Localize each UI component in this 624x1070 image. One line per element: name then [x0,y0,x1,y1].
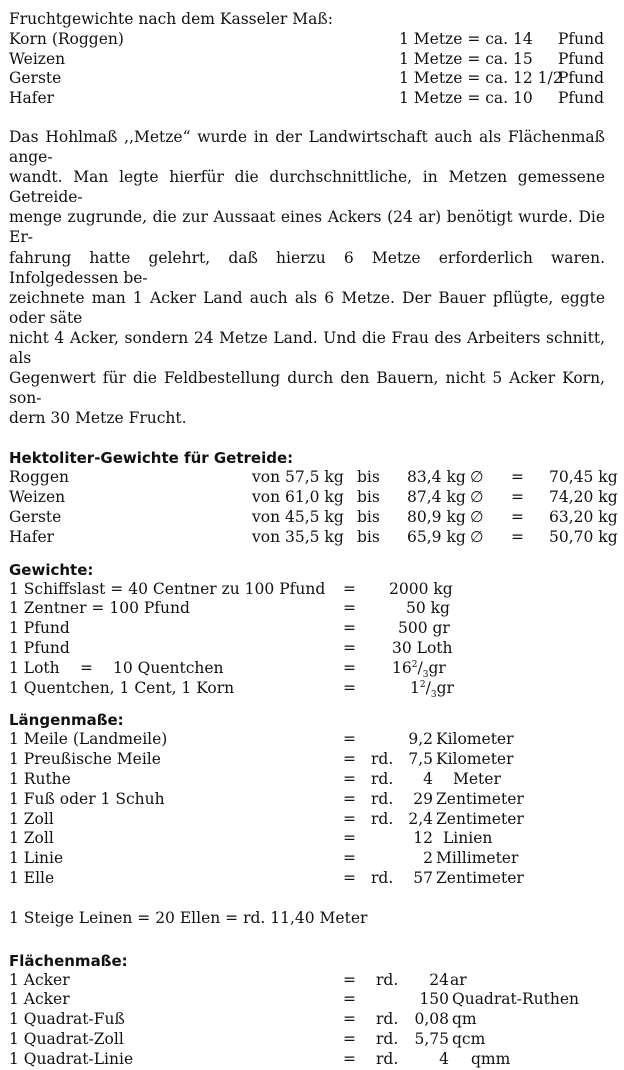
grain-measure: 1 Metze = ca. 15 [399,49,533,68]
grain-name: Roggen [9,468,70,487]
area-left: 1 Acker [9,970,70,989]
equals-sign: = [343,769,356,788]
grain-name: Weizen [9,488,66,507]
frucht-row [9,30,615,50]
equals-sign: = [343,1049,356,1068]
paragraph-line: dern 30 Metze Frucht. [9,409,187,428]
equals-sign: = [343,970,356,989]
approx-label: rd. [371,789,394,808]
length-number: 7,5 [408,750,433,769]
approx-label: rd. [376,1029,399,1048]
equals-sign: = [343,829,356,848]
equals-sign: = [511,468,524,487]
approx-label: rd. [376,1049,399,1068]
grain-name: Hafer [9,527,55,546]
equals-sign: = [343,1010,356,1029]
approx-label: rd. [371,809,394,828]
gewichte-row [9,580,615,600]
grain-measure: 1 Metze = ca. 12 1/2 [399,69,563,88]
paragraph-line: wandt. Man legte hierfür die durchschnittliche, in Metzen gemessene Getreide- [9,168,605,207]
paragraph-line: nicht 4 Acker, sondern 24 Metze Land. Und die Frau des Arbeiters schnitt, als [9,328,605,368]
equals-sign: = [511,507,524,526]
average-value: 70,45 kg [549,468,618,487]
frucht-row [9,89,615,109]
weight-mid: 10 Quentchen [113,658,224,677]
laengen-row [9,849,615,869]
hekto-row [9,488,618,508]
length-unit: Meter [453,769,501,788]
length-number: 4 [423,769,433,788]
equals-sign: = [343,990,356,1009]
weight-value: $1^2/_3gr$ [410,678,454,700]
paragraph-line: zeichnete man 1 Acker Land auch als 6 Metze. Der Bauer pflügte, eggte oder säte [9,288,605,327]
gewichte-row [9,619,615,639]
length-number: 9,2 [408,730,433,749]
flaechen-row [9,971,615,991]
average-value: 50,70 kg [549,527,618,546]
grain-measure: 1 Metze = ca. 10 [399,89,533,108]
fraction-numerator: 2 [419,679,426,690]
weight-left: 1 Schiffslast = 40 Centner zu 100 Pfund [9,579,326,598]
laengen-row [9,869,615,889]
weight-mid-equals: = [80,658,93,677]
weight-equals: = [343,599,356,618]
fraction-whole: 1 [410,678,420,697]
range-to: 65,9 kg [407,527,466,546]
area-unit: Quadrat-Ruthen [452,990,579,1009]
range-bis: bis [357,527,380,546]
weight-value: 500 gr [398,619,450,638]
range-bis: bis [357,507,380,526]
fraction-denominator: 3 [430,689,437,700]
length-number: 12 [413,829,433,848]
area-left: 1 Acker [9,990,70,1009]
range-from: von 35,5 kg [252,527,344,546]
range-from: von 45,5 kg [252,507,344,526]
range-from: von 61,0 kg [252,488,344,507]
grain-unit: Pfund [558,89,605,108]
flaechen-table [9,971,615,1070]
area-unit: qmm [471,1049,511,1068]
flaechen-row [9,1030,615,1050]
length-left: 1 Zoll [9,809,54,828]
length-unit: Millimeter [436,849,519,868]
laengen-row [9,829,615,849]
range-from: von 57,5 kg [252,468,344,487]
grain-unit: Pfund [558,29,605,48]
approx-label: rd. [371,868,394,887]
fraction-numerator: 2 [411,659,418,670]
area-unit: qcm [452,1029,486,1048]
length-unit: Zentimeter [436,868,524,887]
area-number: 0,08 [414,1010,449,1029]
laengen-row [9,790,615,810]
approx-label: rd. [371,750,394,769]
laengen-table [9,730,615,888]
length-number: 2,4 [408,809,433,828]
equals-sign: = [343,730,356,749]
document-page [9,10,618,1070]
flaechen-heading: Flächenmaße: [9,951,128,970]
equals-sign: = [343,789,356,808]
weight-left: 1 Quentchen, 1 Cent, 1 Korn [9,678,235,697]
range-bis: bis [357,488,380,507]
frucht-row [9,69,615,89]
frucht-row [9,50,615,70]
area-unit: qm [452,1010,477,1029]
weight-equals: = [343,579,356,598]
weight-left: 1 Pfund [9,619,70,638]
weight-left: 1 Pfund [9,638,70,657]
flaechen-row [9,1050,615,1070]
length-left: 1 Meile (Landmeile) [9,730,168,749]
range-to: 80,9 kg [407,507,466,526]
weight-equals: = [343,638,356,657]
gewichte-row-quentchen [9,679,615,699]
equals-sign: = [343,868,356,887]
area-number: 150 [419,990,449,1009]
grain-unit: Pfund [558,69,605,88]
length-left: 1 Linie [9,849,64,868]
length-unit: Linien [443,829,493,848]
hekto-row [9,468,618,488]
weight-left: 1 Zentner = 100 Pfund [9,599,190,618]
length-left: 1 Preußische Meile [9,750,161,769]
area-number: 24 [429,970,449,989]
area-left: 1 Quadrat-Fuß [9,1010,125,1029]
area-unit: ar [450,970,467,989]
average-symbol: ∅ [470,527,484,546]
length-number: 2 [423,849,433,868]
length-unit: Kilometer [436,750,514,769]
grain-name: Korn (Roggen) [9,29,124,48]
laengen-row [9,750,615,770]
average-symbol: ∅ [470,468,484,487]
hekto-table [9,468,618,547]
gewichte-heading: Gewichte: [9,560,94,579]
length-unit: Kilometer [436,730,514,749]
equals-sign: = [343,1029,356,1048]
gewichte-row [9,599,615,619]
approx-label: rd. [376,970,399,989]
approx-label: rd. [376,1010,399,1029]
equals-sign: = [343,750,356,769]
hekto-heading: Hektoliter-Gewichte für Getreide: [9,449,294,468]
average-symbol: ∅ [470,488,484,507]
average-value: 63,20 kg [549,507,618,526]
laengen-row [9,730,615,750]
gewichte-row-loth [9,659,615,679]
length-left: 1 Fuß oder 1 Schuh [9,789,165,808]
laengen-heading: Längenmaße: [9,711,124,730]
flaechen-row [9,1010,615,1030]
length-left: 1 Zoll [9,829,54,848]
paragraph-line: Das Hohlmaß ,,Metze“ wurde in der Landwirtschaft auch als Flächenmaß ange- [9,127,605,167]
length-left: 1 Elle [9,868,55,887]
weight-value: 2000 kg [389,579,453,598]
grain-name: Gerste [9,69,62,88]
metze-paragraph [9,127,605,428]
frucht-title [9,10,615,30]
fraction-denominator: 3 [422,669,429,680]
range-bis: bis [357,468,380,487]
weight-equals: = [343,619,356,638]
weight-value: 50 kg [406,599,450,618]
steige-line [9,909,615,929]
laengen-row [9,770,615,790]
grain-name: Gerste [9,507,62,526]
approx-label: rd. [371,769,394,788]
weight-equals: = [343,658,356,677]
length-unit: Zentimeter [436,789,524,808]
flaechen-row [9,990,615,1010]
average-symbol: ∅ [470,507,484,526]
hekto-row [9,527,618,548]
weight-equals: = [343,678,356,697]
equals-sign: = [511,488,524,507]
paragraph-line: Gegenwert für die Feldbestellung durch den Bauern, nicht 5 Acker Korn, son- [9,369,605,408]
range-to: 87,4 kg [407,488,466,507]
paragraph-line: menge zugrunde, die zur Aussaat eines Ackers (24 ar) benötigt wurde. Die Er- [9,208,605,247]
paragraph-line: fahrung hatte gelehrt, daß hierzu 6 Metze erforderlich waren. Infolgedessen be- [9,248,605,287]
grain-name: Hafer [9,89,55,108]
weight-value: 30 Loth [392,638,453,657]
grain-measure: 1 Metze = ca. 14 [399,29,533,48]
frucht-title-text: Fruchtgewichte nach dem Kasseler Maß: [9,10,333,28]
frucht-table [9,30,615,109]
length-number: 29 [413,789,433,808]
range-to: 83,4 kg [407,468,466,487]
equals-sign: = [511,527,524,546]
hekto-row [9,507,618,528]
gewichte-row [9,639,615,659]
area-number: 5,75 [414,1029,449,1048]
fraction-whole: 16 [392,658,412,677]
area-left: 1 Quadrat-Zoll [9,1029,124,1048]
equals-sign: = [343,809,356,828]
length-number: 57 [413,868,433,887]
grain-name: Weizen [9,49,66,68]
average-value: 74,20 kg [549,488,618,507]
laengen-row [9,810,615,830]
equals-sign: = [343,849,356,868]
area-left: 1 Quadrat-Linie [9,1049,134,1068]
steige-text: 1 Steige Leinen = 20 Ellen = rd. 11,40 Meter [9,908,368,927]
length-unit: Zentimeter [436,809,524,828]
gewichte-table [9,580,615,659]
fraction-unit: gr [436,678,454,697]
weight-left: 1 Loth [9,658,60,677]
grain-unit: Pfund [558,49,605,68]
length-left: 1 Ruthe [9,769,71,788]
fraction-unit: gr [428,658,446,677]
area-number: 4 [439,1049,449,1068]
weight-value: $16^2/_3gr$ [392,658,446,680]
